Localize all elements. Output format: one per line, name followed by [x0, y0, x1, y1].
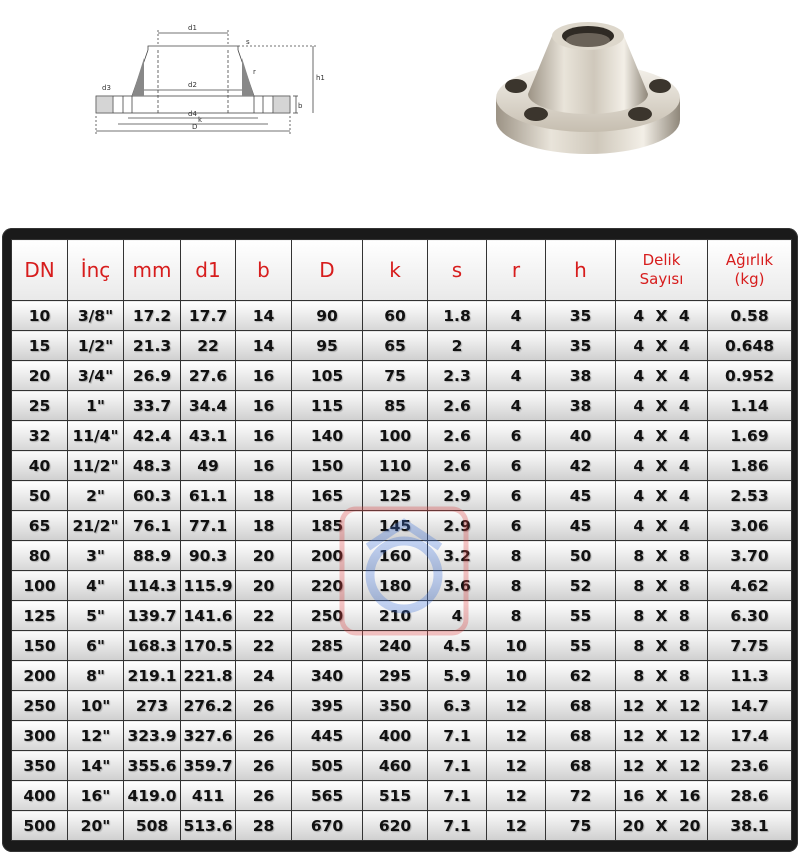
cell-k: 240 — [363, 631, 428, 661]
cell-r: 4 — [487, 301, 546, 331]
cell-k: 85 — [363, 391, 428, 421]
cell-k: 620 — [363, 811, 428, 841]
cell-b: 20 — [236, 571, 292, 601]
cell-agirlik: 11.3 — [708, 661, 792, 691]
cell-r: 12 — [487, 781, 546, 811]
cell-dn: 15 — [12, 331, 68, 361]
table-row — [12, 661, 792, 691]
table-body — [12, 301, 792, 841]
cell-s: 2.6 — [428, 421, 487, 451]
cell-agirlik: 1.86 — [708, 451, 792, 481]
cell-mm: 508 — [124, 811, 181, 841]
cell-delik-sayisi: 8 X 8 — [616, 661, 708, 691]
cell-agirlik: 1.14 — [708, 391, 792, 421]
cell-b: 16 — [236, 451, 292, 481]
cell-delik-sayisi: 8 X 8 — [616, 541, 708, 571]
cell-inc: 4" — [68, 571, 124, 601]
cell-d1: 77.1 — [181, 511, 236, 541]
cell-k: 210 — [363, 601, 428, 631]
flange-technical-drawing — [88, 18, 328, 140]
cell-inc: 12" — [68, 721, 124, 751]
header-dn: DN — [12, 240, 68, 301]
flange-dimensions-table — [11, 239, 792, 841]
cell-k: 65 — [363, 331, 428, 361]
cell-r: 6 — [487, 451, 546, 481]
cell-inc: 14" — [68, 751, 124, 781]
table-row — [12, 451, 792, 481]
cell-h: 42 — [546, 451, 616, 481]
cell-d1: 61.1 — [181, 481, 236, 511]
cell-s: 1.8 — [428, 301, 487, 331]
cell-k: 110 — [363, 451, 428, 481]
cell-r: 12 — [487, 721, 546, 751]
table-row — [12, 361, 792, 391]
cell-dn: 200 — [12, 661, 68, 691]
cell-D: 165 — [292, 481, 363, 511]
cell-dn: 500 — [12, 811, 68, 841]
cell-delik-sayisi: 4 X 4 — [616, 451, 708, 481]
cell-mm: 33.7 — [124, 391, 181, 421]
cell-h: 62 — [546, 661, 616, 691]
cell-dn: 80 — [12, 541, 68, 571]
table-row — [12, 751, 792, 781]
cell-h: 38 — [546, 361, 616, 391]
cell-agirlik: 7.75 — [708, 631, 792, 661]
cell-r: 10 — [487, 631, 546, 661]
cell-dn: 300 — [12, 721, 68, 751]
cell-h: 40 — [546, 421, 616, 451]
cell-k: 160 — [363, 541, 428, 571]
cell-agirlik: 0.58 — [708, 301, 792, 331]
cell-dn: 10 — [12, 301, 68, 331]
cell-s: 4 — [428, 601, 487, 631]
cell-D: 565 — [292, 781, 363, 811]
cell-b: 18 — [236, 481, 292, 511]
header-delik-sayisi — [616, 240, 708, 301]
cell-r: 6 — [487, 511, 546, 541]
cell-agirlik: 28.6 — [708, 781, 792, 811]
header-h: h — [546, 240, 616, 301]
cell-dn: 250 — [12, 691, 68, 721]
header-agirlik — [708, 240, 792, 301]
cell-d1: 359.7 — [181, 751, 236, 781]
cell-b: 14 — [236, 301, 292, 331]
drawing-label-D: D — [192, 123, 198, 131]
cell-D: 220 — [292, 571, 363, 601]
cell-mm: 323.9 — [124, 721, 181, 751]
cell-D: 505 — [292, 751, 363, 781]
table-row — [12, 331, 792, 361]
cell-h: 38 — [546, 391, 616, 421]
cell-dn: 40 — [12, 451, 68, 481]
cell-k: 295 — [363, 661, 428, 691]
drawing-label-r: r — [253, 68, 256, 76]
cell-inc: 1" — [68, 391, 124, 421]
cell-h: 45 — [546, 511, 616, 541]
cell-d1: 17.7 — [181, 301, 236, 331]
cell-d1: 90.3 — [181, 541, 236, 571]
cell-delik-sayisi: 4 X 4 — [616, 421, 708, 451]
cell-s: 2.6 — [428, 451, 487, 481]
cell-mm: 168.3 — [124, 631, 181, 661]
cell-inc: 11/4" — [68, 421, 124, 451]
cell-s: 2.6 — [428, 391, 487, 421]
cell-s: 7.1 — [428, 781, 487, 811]
cell-h: 68 — [546, 721, 616, 751]
cell-dn: 25 — [12, 391, 68, 421]
cell-mm: 60.3 — [124, 481, 181, 511]
cell-h: 68 — [546, 691, 616, 721]
cell-D: 340 — [292, 661, 363, 691]
cell-inc: 10" — [68, 691, 124, 721]
cell-D: 395 — [292, 691, 363, 721]
cell-mm: 26.9 — [124, 361, 181, 391]
cell-inc: 8" — [68, 661, 124, 691]
cell-k: 400 — [363, 721, 428, 751]
drawing-label-b: b — [298, 102, 303, 110]
cell-r: 10 — [487, 661, 546, 691]
header-D: D — [292, 240, 363, 301]
cell-agirlik: 2.53 — [708, 481, 792, 511]
cell-agirlik: 17.4 — [708, 721, 792, 751]
table-row — [12, 601, 792, 631]
cell-k: 460 — [363, 751, 428, 781]
cell-k: 145 — [363, 511, 428, 541]
cell-d1: 43.1 — [181, 421, 236, 451]
cell-dn: 350 — [12, 751, 68, 781]
cell-inc: 11/2" — [68, 451, 124, 481]
cell-k: 180 — [363, 571, 428, 601]
cell-s: 2.9 — [428, 511, 487, 541]
cell-agirlik: 0.648 — [708, 331, 792, 361]
cell-delik-sayisi: 8 X 8 — [616, 601, 708, 631]
cell-inc: 21/2" — [68, 511, 124, 541]
cell-inc: 3/4" — [68, 361, 124, 391]
cell-mm: 139.7 — [124, 601, 181, 631]
cell-delik-sayisi: 20 X 20 — [616, 811, 708, 841]
cell-s: 4.5 — [428, 631, 487, 661]
table-row — [12, 481, 792, 511]
cell-s: 2 — [428, 331, 487, 361]
cell-mm: 114.3 — [124, 571, 181, 601]
cell-delik-sayisi: 12 X 12 — [616, 751, 708, 781]
cell-r: 12 — [487, 811, 546, 841]
cell-inc: 20" — [68, 811, 124, 841]
flange-product-image — [488, 2, 688, 162]
cell-d1: 221.8 — [181, 661, 236, 691]
cell-r: 8 — [487, 601, 546, 631]
cell-delik-sayisi: 16 X 16 — [616, 781, 708, 811]
header-delik-line2: Sayısı — [639, 270, 684, 288]
cell-h: 50 — [546, 541, 616, 571]
cell-D: 285 — [292, 631, 363, 661]
drawing-label-s: s — [246, 38, 250, 46]
cell-k: 125 — [363, 481, 428, 511]
cell-inc: 16" — [68, 781, 124, 811]
cell-D: 140 — [292, 421, 363, 451]
cell-dn: 400 — [12, 781, 68, 811]
cell-b: 26 — [236, 751, 292, 781]
cell-agirlik: 6.30 — [708, 601, 792, 631]
cell-d1: 22 — [181, 331, 236, 361]
drawing-label-d4: d4 — [188, 110, 197, 118]
table-row — [12, 781, 792, 811]
cell-dn: 150 — [12, 631, 68, 661]
cell-r: 12 — [487, 691, 546, 721]
cell-dn: 65 — [12, 511, 68, 541]
cell-agirlik: 3.06 — [708, 511, 792, 541]
drawing-label-d3: d3 — [102, 84, 111, 92]
cell-delik-sayisi: 8 X 8 — [616, 631, 708, 661]
cell-b: 22 — [236, 631, 292, 661]
cell-s: 7.1 — [428, 811, 487, 841]
cell-agirlik: 0.952 — [708, 361, 792, 391]
cell-inc: 6" — [68, 631, 124, 661]
cell-r: 4 — [487, 361, 546, 391]
table-row — [12, 721, 792, 751]
cell-D: 90 — [292, 301, 363, 331]
cell-D: 185 — [292, 511, 363, 541]
cell-delik-sayisi: 4 X 4 — [616, 331, 708, 361]
table-row — [12, 571, 792, 601]
cell-r: 6 — [487, 421, 546, 451]
header-agirlik-line2: (kg) — [734, 270, 765, 288]
cell-dn: 50 — [12, 481, 68, 511]
cell-d1: 141.6 — [181, 601, 236, 631]
cell-r: 12 — [487, 751, 546, 781]
cell-inc: 3/8" — [68, 301, 124, 331]
cell-b: 26 — [236, 691, 292, 721]
cell-inc: 3" — [68, 541, 124, 571]
header-r: r — [487, 240, 546, 301]
cell-r: 6 — [487, 481, 546, 511]
table-row — [12, 541, 792, 571]
cell-b: 26 — [236, 781, 292, 811]
cell-d1: 411 — [181, 781, 236, 811]
cell-r: 4 — [487, 391, 546, 421]
cell-h: 35 — [546, 331, 616, 361]
cell-mm: 76.1 — [124, 511, 181, 541]
header-delik-line1: Delik — [642, 251, 681, 269]
cell-d1: 327.6 — [181, 721, 236, 751]
cell-d1: 49 — [181, 451, 236, 481]
cell-delik-sayisi: 4 X 4 — [616, 391, 708, 421]
cell-mm: 273 — [124, 691, 181, 721]
cell-r: 8 — [487, 571, 546, 601]
cell-s: 7.1 — [428, 751, 487, 781]
cell-mm: 48.3 — [124, 451, 181, 481]
cell-h: 52 — [546, 571, 616, 601]
table-row — [12, 691, 792, 721]
drawing-label-k: k — [198, 116, 203, 124]
cell-mm: 42.4 — [124, 421, 181, 451]
cell-D: 105 — [292, 361, 363, 391]
cell-b: 18 — [236, 511, 292, 541]
cell-k: 350 — [363, 691, 428, 721]
cell-agirlik: 23.6 — [708, 751, 792, 781]
cell-dn: 100 — [12, 571, 68, 601]
header-d1: d1 — [181, 240, 236, 301]
cell-s: 3.6 — [428, 571, 487, 601]
cell-D: 95 — [292, 331, 363, 361]
table-header-row — [12, 240, 792, 301]
header-k: k — [363, 240, 428, 301]
cell-r: 4 — [487, 331, 546, 361]
cell-k: 515 — [363, 781, 428, 811]
table-row — [12, 391, 792, 421]
cell-D: 200 — [292, 541, 363, 571]
header-inc: İnç — [68, 240, 124, 301]
cell-r: 8 — [487, 541, 546, 571]
cell-D: 670 — [292, 811, 363, 841]
cell-dn: 20 — [12, 361, 68, 391]
cell-agirlik: 1.69 — [708, 421, 792, 451]
cell-delik-sayisi: 4 X 4 — [616, 511, 708, 541]
cell-h: 45 — [546, 481, 616, 511]
header-mm: mm — [124, 240, 181, 301]
cell-h: 55 — [546, 601, 616, 631]
cell-s: 3.2 — [428, 541, 487, 571]
cell-mm: 419.0 — [124, 781, 181, 811]
cell-D: 150 — [292, 451, 363, 481]
cell-s: 5.9 — [428, 661, 487, 691]
cell-d1: 170.5 — [181, 631, 236, 661]
cell-k: 75 — [363, 361, 428, 391]
header-s: s — [428, 240, 487, 301]
cell-s: 7.1 — [428, 721, 487, 751]
cell-delik-sayisi: 4 X 4 — [616, 361, 708, 391]
cell-d1: 115.9 — [181, 571, 236, 601]
cell-agirlik: 38.1 — [708, 811, 792, 841]
cell-mm: 355.6 — [124, 751, 181, 781]
cell-dn: 125 — [12, 601, 68, 631]
table-row — [12, 631, 792, 661]
drawing-label-d1: d1 — [188, 24, 197, 32]
cell-delik-sayisi: 12 X 12 — [616, 691, 708, 721]
cell-b: 24 — [236, 661, 292, 691]
header-agirlik-line1: Ağırlık — [725, 251, 774, 269]
table-row — [12, 811, 792, 841]
cell-d1: 513.6 — [181, 811, 236, 841]
cell-b: 28 — [236, 811, 292, 841]
cell-d1: 34.4 — [181, 391, 236, 421]
cell-k: 60 — [363, 301, 428, 331]
cell-delik-sayisi: 4 X 4 — [616, 481, 708, 511]
cell-D: 445 — [292, 721, 363, 751]
cell-b: 16 — [236, 361, 292, 391]
cell-agirlik: 14.7 — [708, 691, 792, 721]
cell-b: 16 — [236, 391, 292, 421]
cell-b: 16 — [236, 421, 292, 451]
cell-inc: 2" — [68, 481, 124, 511]
cell-h: 75 — [546, 811, 616, 841]
cell-h: 72 — [546, 781, 616, 811]
cell-b: 22 — [236, 601, 292, 631]
cell-agirlik: 4.62 — [708, 571, 792, 601]
cell-s: 2.3 — [428, 361, 487, 391]
cell-delik-sayisi: 12 X 12 — [616, 721, 708, 751]
cell-h: 68 — [546, 751, 616, 781]
drawing-label-h1: h1 — [316, 74, 325, 82]
cell-mm: 88.9 — [124, 541, 181, 571]
cell-b: 14 — [236, 331, 292, 361]
cell-s: 6.3 — [428, 691, 487, 721]
cell-b: 26 — [236, 721, 292, 751]
cell-D: 250 — [292, 601, 363, 631]
cell-d1: 276.2 — [181, 691, 236, 721]
cell-d1: 27.6 — [181, 361, 236, 391]
cell-delik-sayisi: 4 X 4 — [616, 301, 708, 331]
cell-k: 100 — [363, 421, 428, 451]
table-row — [12, 511, 792, 541]
cell-inc: 5" — [68, 601, 124, 631]
table-row — [12, 301, 792, 331]
table-row — [12, 421, 792, 451]
drawing-label-d2: d2 — [188, 81, 197, 89]
cell-b: 20 — [236, 541, 292, 571]
cell-agirlik: 3.70 — [708, 541, 792, 571]
cell-s: 2.9 — [428, 481, 487, 511]
cell-h: 35 — [546, 301, 616, 331]
cell-mm: 21.3 — [124, 331, 181, 361]
header-b: b — [236, 240, 292, 301]
cell-dn: 32 — [12, 421, 68, 451]
cell-mm: 17.2 — [124, 301, 181, 331]
cell-inc: 1/2" — [68, 331, 124, 361]
cell-D: 115 — [292, 391, 363, 421]
cell-delik-sayisi: 8 X 8 — [616, 571, 708, 601]
cell-mm: 219.1 — [124, 661, 181, 691]
cell-h: 55 — [546, 631, 616, 661]
